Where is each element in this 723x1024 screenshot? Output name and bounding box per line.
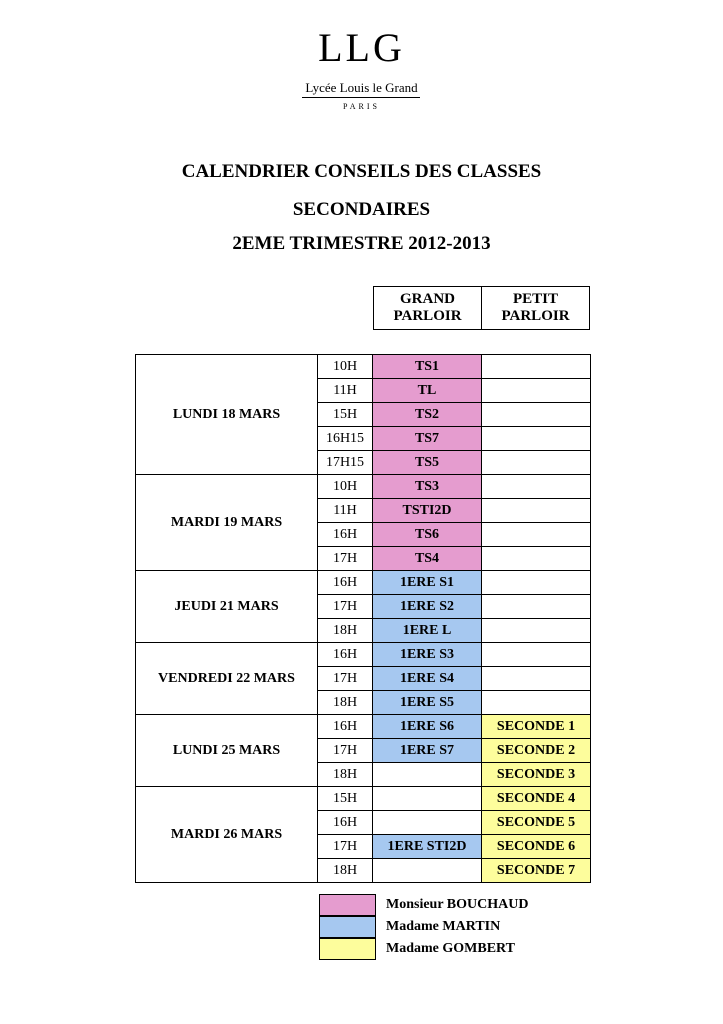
time-cell: 17H <box>318 835 373 859</box>
school-name: Lycée Louis le Grand <box>305 80 418 95</box>
grand-parloir-cell: TS5 <box>373 451 482 475</box>
day-cell: LUNDI 25 MARS <box>136 715 318 787</box>
time-cell: 18H <box>318 763 373 787</box>
day-cell: JEUDI 21 MARS <box>136 571 318 643</box>
time-cell: 16H <box>318 643 373 667</box>
time-cell: 10H <box>318 475 373 499</box>
grand-parloir-cell <box>373 859 482 883</box>
petit-parloir-cell <box>482 379 591 403</box>
grand-parloir-cell: TL <box>373 379 482 403</box>
grand-parloir-cell <box>373 763 482 787</box>
table-row <box>136 571 591 595</box>
day-cell: MARDI 19 MARS <box>136 475 318 571</box>
time-cell: 17H <box>318 547 373 571</box>
petit-parloir-header: PETIT PARLOIR <box>481 286 590 330</box>
grand-parloir-cell: TS1 <box>373 355 482 379</box>
legend-label: Madame MARTIN <box>386 919 501 934</box>
grand-parloir-cell: TSTI2D <box>373 499 482 523</box>
grand-parloir-cell: TS3 <box>373 475 482 499</box>
petit-parloir-cell <box>482 355 591 379</box>
time-cell: 11H <box>318 379 373 403</box>
schedule-table <box>135 354 591 883</box>
grand-parloir-cell: TS7 <box>373 427 482 451</box>
day-cell: LUNDI 18 MARS <box>136 355 318 475</box>
legend-swatch <box>319 938 376 960</box>
petit-parloir-cell <box>482 499 591 523</box>
grand-parloir-cell: 1ERE S5 <box>373 691 482 715</box>
petit-parloir-cell <box>482 451 591 475</box>
table-row <box>136 355 591 379</box>
petit-parloir-cell: SECONDE 6 <box>482 835 591 859</box>
grand-parloir-cell: TS2 <box>373 403 482 427</box>
grand-parloir-cell: 1ERE L <box>373 619 482 643</box>
petit-parloir-cell: SECONDE 5 <box>482 811 591 835</box>
grand-parloir-cell: 1ERE S2 <box>373 595 482 619</box>
time-cell: 16H <box>318 523 373 547</box>
petit-parloir-cell <box>482 523 591 547</box>
petit-parloir-cell <box>482 571 591 595</box>
legend-swatch <box>319 916 376 938</box>
petit-parloir-cell <box>482 619 591 643</box>
time-cell: 16H <box>318 811 373 835</box>
table-row <box>136 475 591 499</box>
grand-parloir-cell: 1ERE S1 <box>373 571 482 595</box>
grand-parloir-header: GRAND PARLOIR <box>373 286 482 330</box>
grand-parloir-cell: 1ERE S4 <box>373 667 482 691</box>
grand-parloir-cell <box>373 811 482 835</box>
petit-parloir-cell: SECONDE 7 <box>482 859 591 883</box>
time-cell: 10H <box>318 355 373 379</box>
time-cell: 17H <box>318 595 373 619</box>
petit-parloir-cell <box>482 403 591 427</box>
day-cell: MARDI 26 MARS <box>136 787 318 883</box>
petit-parloir-cell <box>482 691 591 715</box>
grand-parloir-cell: 1ERE S6 <box>373 715 482 739</box>
legend-label: Monsieur BOUCHAUD <box>386 897 529 912</box>
time-cell: 15H <box>318 403 373 427</box>
grand-parloir-cell: 1ERE S7 <box>373 739 482 763</box>
petit-parloir-cell <box>482 547 591 571</box>
day-cell: VENDREDI 22 MARS <box>136 643 318 715</box>
page-title-line2: SECONDAIRES <box>292 199 431 220</box>
time-cell: 17H <box>318 667 373 691</box>
petit-parloir-cell <box>482 475 591 499</box>
grand-parloir-cell <box>373 787 482 811</box>
legend-swatch <box>319 894 376 916</box>
time-cell: 18H <box>318 859 373 883</box>
time-cell: 17H15 <box>318 451 373 475</box>
grand-parloir-cell: TS6 <box>373 523 482 547</box>
time-cell: 16H <box>318 715 373 739</box>
petit-parloir-cell <box>482 643 591 667</box>
petit-parloir-cell <box>482 427 591 451</box>
page-title-line3: 2EME TRIMESTRE 2012-2013 <box>232 233 491 254</box>
petit-parloir-cell <box>482 667 591 691</box>
time-cell: 17H <box>318 739 373 763</box>
time-cell: 18H <box>318 691 373 715</box>
school-city: PARIS <box>343 102 380 111</box>
table-row <box>136 643 591 667</box>
legend-label: Madame GOMBERT <box>386 941 516 956</box>
time-cell: 16H <box>318 571 373 595</box>
table-row <box>136 787 591 811</box>
page-title-line1: CALENDRIER CONSEILS DES CLASSES <box>181 161 542 182</box>
time-cell: 15H <box>318 787 373 811</box>
petit-parloir-cell: SECONDE 3 <box>482 763 591 787</box>
petit-parloir-cell: SECONDE 2 <box>482 739 591 763</box>
petit-parloir-cell: SECONDE 4 <box>482 787 591 811</box>
grand-parloir-cell: 1ERE STI2D <box>373 835 482 859</box>
grand-parloir-cell: 1ERE S3 <box>373 643 482 667</box>
time-cell: 16H15 <box>318 427 373 451</box>
petit-parloir-cell <box>482 595 591 619</box>
school-logo: LLG <box>318 25 405 70</box>
table-row <box>136 715 591 739</box>
petit-parloir-cell: SECONDE 1 <box>482 715 591 739</box>
time-cell: 18H <box>318 619 373 643</box>
grand-parloir-cell: TS4 <box>373 547 482 571</box>
time-cell: 11H <box>318 499 373 523</box>
logo-divider <box>302 97 420 98</box>
